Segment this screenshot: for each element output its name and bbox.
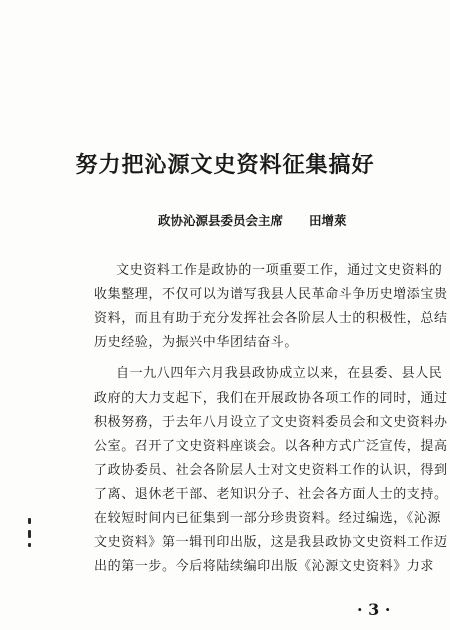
- binding-hole-mark: [28, 543, 31, 547]
- paragraph-2-line: 自一九八四年六月我县政协成立以来，在县委、县人民: [116, 366, 443, 381]
- binding-hole-mark: [28, 518, 31, 524]
- paragraph-1-line: 资料，而且有助于充分发挥社会各阶层人士的积极性，总结: [94, 311, 448, 326]
- paragraph-2-line: 公室。召开了文史资料座谈会。以各种方式广泛宣传，提高: [94, 439, 448, 454]
- paragraph-1-line: 文史资料工作是政协的一项重要工作，通过文史资料的: [116, 263, 443, 278]
- author-name: 田增萊: [309, 213, 347, 228]
- byline: [158, 212, 347, 230]
- paragraph-2-line: 积极努務，于去年八月设立了文史资料委员会和文史资料办: [94, 415, 448, 430]
- paragraph-2-line: 在较短时间内已征集到一部分珍贵资料。经过编选，《沁源: [94, 511, 442, 526]
- paragraph-2-line: 了离、退休老干部、老知识分子、社会各方面人士的支持。: [94, 487, 448, 502]
- paragraph-2-line: 政府的大力支起下，我们在开展政协各项工作的同时，通过: [94, 391, 448, 406]
- paragraph-1-line: 收集整理，不仅可以为谱写我县人民革命斗争历史增添宝贵: [94, 287, 448, 302]
- paragraph-2-line: 出的第一步。今后将陆续编印出版《沁源文史资料》力求: [94, 559, 435, 574]
- paragraph-2-line: 了政协委员、社会各阶层人士对文史资料工作的认识，得到: [94, 463, 448, 478]
- paragraph-1-line: 历史经验，为振兴中华团结奋斗。: [94, 335, 299, 350]
- binding-hole-mark: [28, 530, 31, 538]
- page-number: · 3 ·: [357, 600, 391, 619]
- article-title: 努力把沁源文史资料征集搞好: [75, 152, 375, 178]
- author-role: 政协沁源县委员会主席: [158, 213, 284, 228]
- paragraph-2-line: 文史资料》第一辑刊印出版，这是我县政协文史资料工作迈: [94, 535, 448, 550]
